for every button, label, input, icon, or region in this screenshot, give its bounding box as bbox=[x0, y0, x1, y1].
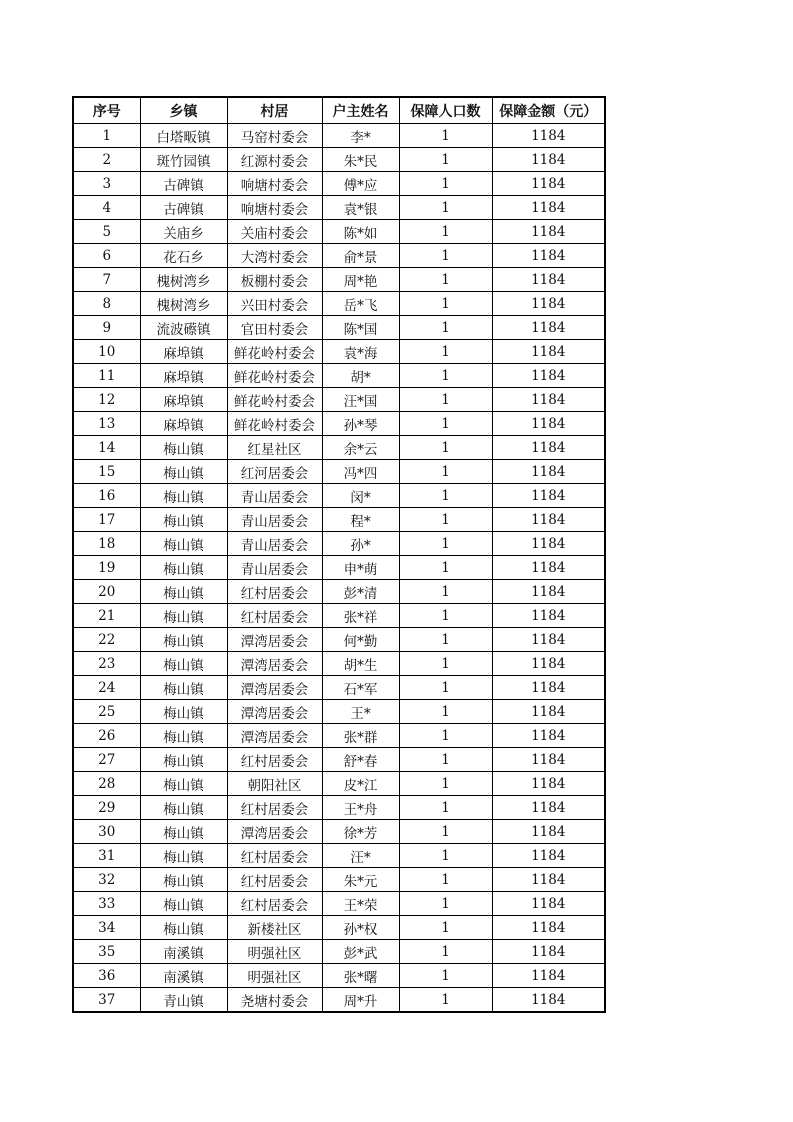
header-township: 乡镇 bbox=[140, 97, 227, 124]
table-row bbox=[73, 916, 605, 940]
population-cell: 1 bbox=[399, 652, 492, 676]
serial-cell: 26 bbox=[73, 724, 140, 748]
village-cell: 红村居委会 bbox=[227, 748, 322, 772]
table-row bbox=[73, 220, 605, 244]
amount-cell: 1184 bbox=[492, 628, 605, 652]
population-cell: 1 bbox=[399, 988, 492, 1013]
village-cell: 板棚村委会 bbox=[227, 268, 322, 292]
amount-cell: 1184 bbox=[492, 748, 605, 772]
population-cell: 1 bbox=[399, 460, 492, 484]
serial-cell: 16 bbox=[73, 484, 140, 508]
population-cell: 1 bbox=[399, 484, 492, 508]
village-cell: 红村居委会 bbox=[227, 892, 322, 916]
population-cell: 1 bbox=[399, 292, 492, 316]
table-row bbox=[73, 820, 605, 844]
village-cell: 响塘村委会 bbox=[227, 196, 322, 220]
population-cell: 1 bbox=[399, 580, 492, 604]
table-row bbox=[73, 388, 605, 412]
table-row bbox=[73, 772, 605, 796]
village-cell: 潭湾居委会 bbox=[227, 724, 322, 748]
population-cell: 1 bbox=[399, 172, 492, 196]
serial-cell: 13 bbox=[73, 412, 140, 436]
amount-cell: 1184 bbox=[492, 988, 605, 1013]
name-cell: 傅*应 bbox=[322, 172, 399, 196]
population-cell: 1 bbox=[399, 940, 492, 964]
table-row bbox=[73, 844, 605, 868]
table-row bbox=[73, 268, 605, 292]
amount-cell: 1184 bbox=[492, 796, 605, 820]
amount-cell: 1184 bbox=[492, 652, 605, 676]
table-row bbox=[73, 796, 605, 820]
amount-cell: 1184 bbox=[492, 940, 605, 964]
serial-cell: 36 bbox=[73, 964, 140, 988]
township-cell: 梅山镇 bbox=[140, 700, 227, 724]
village-cell: 鲜花岭村委会 bbox=[227, 364, 322, 388]
population-cell: 1 bbox=[399, 868, 492, 892]
village-cell: 潭湾居委会 bbox=[227, 700, 322, 724]
village-cell: 潭湾居委会 bbox=[227, 652, 322, 676]
table-row bbox=[73, 940, 605, 964]
name-cell: 冯*四 bbox=[322, 460, 399, 484]
name-cell: 彭*清 bbox=[322, 580, 399, 604]
township-cell: 花石乡 bbox=[140, 244, 227, 268]
table-row bbox=[73, 196, 605, 220]
amount-cell: 1184 bbox=[492, 340, 605, 364]
table-row bbox=[73, 436, 605, 460]
amount-cell: 1184 bbox=[492, 484, 605, 508]
township-cell: 流波礤镇 bbox=[140, 316, 227, 340]
village-cell: 红星社区 bbox=[227, 436, 322, 460]
village-cell: 官田村委会 bbox=[227, 316, 322, 340]
serial-cell: 7 bbox=[73, 268, 140, 292]
amount-cell: 1184 bbox=[492, 172, 605, 196]
amount-cell: 1184 bbox=[492, 268, 605, 292]
township-cell: 麻埠镇 bbox=[140, 388, 227, 412]
name-cell: 石*军 bbox=[322, 676, 399, 700]
serial-cell: 25 bbox=[73, 700, 140, 724]
serial-cell: 24 bbox=[73, 676, 140, 700]
village-cell: 潭湾居委会 bbox=[227, 628, 322, 652]
township-cell: 古碑镇 bbox=[140, 196, 227, 220]
township-cell: 梅山镇 bbox=[140, 484, 227, 508]
population-cell: 1 bbox=[399, 820, 492, 844]
serial-cell: 37 bbox=[73, 988, 140, 1013]
village-cell: 马窑村委会 bbox=[227, 124, 322, 148]
table-row bbox=[73, 244, 605, 268]
village-cell: 新楼社区 bbox=[227, 916, 322, 940]
name-cell: 胡*生 bbox=[322, 652, 399, 676]
serial-cell: 8 bbox=[73, 292, 140, 316]
amount-cell: 1184 bbox=[492, 388, 605, 412]
serial-cell: 19 bbox=[73, 556, 140, 580]
serial-cell: 18 bbox=[73, 532, 140, 556]
name-cell: 王*荣 bbox=[322, 892, 399, 916]
amount-cell: 1184 bbox=[492, 292, 605, 316]
population-cell: 1 bbox=[399, 892, 492, 916]
village-cell: 关庙村委会 bbox=[227, 220, 322, 244]
serial-cell: 5 bbox=[73, 220, 140, 244]
serial-cell: 12 bbox=[73, 388, 140, 412]
serial-cell: 4 bbox=[73, 196, 140, 220]
table-row bbox=[73, 484, 605, 508]
population-cell: 1 bbox=[399, 340, 492, 364]
name-cell: 孙*权 bbox=[322, 916, 399, 940]
amount-cell: 1184 bbox=[492, 508, 605, 532]
table-row bbox=[73, 364, 605, 388]
table-row bbox=[73, 892, 605, 916]
serial-cell: 3 bbox=[73, 172, 140, 196]
population-cell: 1 bbox=[399, 556, 492, 580]
serial-cell: 22 bbox=[73, 628, 140, 652]
village-cell: 红河居委会 bbox=[227, 460, 322, 484]
population-cell: 1 bbox=[399, 364, 492, 388]
table-row bbox=[73, 460, 605, 484]
name-cell: 袁*海 bbox=[322, 340, 399, 364]
relief-table bbox=[72, 96, 606, 1013]
name-cell: 余*云 bbox=[322, 436, 399, 460]
table-row bbox=[73, 292, 605, 316]
name-cell: 舒*春 bbox=[322, 748, 399, 772]
table-row bbox=[73, 748, 605, 772]
village-cell: 兴田村委会 bbox=[227, 292, 322, 316]
population-cell: 1 bbox=[399, 700, 492, 724]
name-cell: 申*萌 bbox=[322, 556, 399, 580]
township-cell: 梅山镇 bbox=[140, 436, 227, 460]
village-cell: 青山居委会 bbox=[227, 484, 322, 508]
amount-cell: 1184 bbox=[492, 364, 605, 388]
village-cell: 青山居委会 bbox=[227, 508, 322, 532]
name-cell: 张*群 bbox=[322, 724, 399, 748]
population-cell: 1 bbox=[399, 844, 492, 868]
serial-cell: 11 bbox=[73, 364, 140, 388]
township-cell: 梅山镇 bbox=[140, 556, 227, 580]
header-householder-name: 户主姓名 bbox=[322, 97, 399, 124]
table-row bbox=[73, 652, 605, 676]
township-cell: 梅山镇 bbox=[140, 868, 227, 892]
village-cell: 鲜花岭村委会 bbox=[227, 340, 322, 364]
village-cell: 鲜花岭村委会 bbox=[227, 388, 322, 412]
township-cell: 梅山镇 bbox=[140, 676, 227, 700]
population-cell: 1 bbox=[399, 964, 492, 988]
township-cell: 麻埠镇 bbox=[140, 340, 227, 364]
name-cell: 王*舟 bbox=[322, 796, 399, 820]
amount-cell: 1184 bbox=[492, 124, 605, 148]
population-cell: 1 bbox=[399, 796, 492, 820]
population-cell: 1 bbox=[399, 124, 492, 148]
amount-cell: 1184 bbox=[492, 892, 605, 916]
name-cell: 陈*如 bbox=[322, 220, 399, 244]
population-cell: 1 bbox=[399, 388, 492, 412]
village-cell: 红村居委会 bbox=[227, 580, 322, 604]
serial-cell: 32 bbox=[73, 868, 140, 892]
amount-cell: 1184 bbox=[492, 460, 605, 484]
township-cell: 斑竹园镇 bbox=[140, 148, 227, 172]
township-cell: 关庙乡 bbox=[140, 220, 227, 244]
amount-cell: 1184 bbox=[492, 220, 605, 244]
serial-cell: 31 bbox=[73, 844, 140, 868]
name-cell: 周*升 bbox=[322, 988, 399, 1013]
township-cell: 梅山镇 bbox=[140, 508, 227, 532]
township-cell: 梅山镇 bbox=[140, 652, 227, 676]
village-cell: 鲜花岭村委会 bbox=[227, 412, 322, 436]
township-cell: 梅山镇 bbox=[140, 844, 227, 868]
population-cell: 1 bbox=[399, 508, 492, 532]
township-cell: 槐树湾乡 bbox=[140, 292, 227, 316]
name-cell: 朱*元 bbox=[322, 868, 399, 892]
table-row bbox=[73, 556, 605, 580]
village-cell: 红村居委会 bbox=[227, 604, 322, 628]
name-cell: 朱*民 bbox=[322, 148, 399, 172]
township-cell: 梅山镇 bbox=[140, 580, 227, 604]
amount-cell: 1184 bbox=[492, 316, 605, 340]
serial-cell: 6 bbox=[73, 244, 140, 268]
amount-cell: 1184 bbox=[492, 436, 605, 460]
table-row bbox=[73, 148, 605, 172]
amount-cell: 1184 bbox=[492, 820, 605, 844]
name-cell: 徐*芳 bbox=[322, 820, 399, 844]
table-row bbox=[73, 964, 605, 988]
population-cell: 1 bbox=[399, 916, 492, 940]
name-cell: 俞*景 bbox=[322, 244, 399, 268]
township-cell: 古碑镇 bbox=[140, 172, 227, 196]
name-cell: 彭*武 bbox=[322, 940, 399, 964]
serial-cell: 23 bbox=[73, 652, 140, 676]
village-cell: 尧塘村委会 bbox=[227, 988, 322, 1013]
name-cell: 张*曙 bbox=[322, 964, 399, 988]
table-row bbox=[73, 316, 605, 340]
township-cell: 南溪镇 bbox=[140, 940, 227, 964]
table-row bbox=[73, 604, 605, 628]
name-cell: 程* bbox=[322, 508, 399, 532]
amount-cell: 1184 bbox=[492, 580, 605, 604]
village-cell: 响塘村委会 bbox=[227, 172, 322, 196]
serial-cell: 2 bbox=[73, 148, 140, 172]
amount-cell: 1184 bbox=[492, 412, 605, 436]
table-row bbox=[73, 700, 605, 724]
serial-cell: 14 bbox=[73, 436, 140, 460]
population-cell: 1 bbox=[399, 772, 492, 796]
population-cell: 1 bbox=[399, 148, 492, 172]
amount-cell: 1184 bbox=[492, 676, 605, 700]
serial-cell: 10 bbox=[73, 340, 140, 364]
name-cell: 岳*飞 bbox=[322, 292, 399, 316]
table-row bbox=[73, 868, 605, 892]
table-header-row bbox=[73, 97, 605, 124]
table-row bbox=[73, 124, 605, 148]
amount-cell: 1184 bbox=[492, 916, 605, 940]
village-cell: 红源村委会 bbox=[227, 148, 322, 172]
name-cell: 张*祥 bbox=[322, 604, 399, 628]
table-row bbox=[73, 724, 605, 748]
village-cell: 大湾村委会 bbox=[227, 244, 322, 268]
amount-cell: 1184 bbox=[492, 964, 605, 988]
name-cell: 皮*江 bbox=[322, 772, 399, 796]
serial-cell: 20 bbox=[73, 580, 140, 604]
township-cell: 槐树湾乡 bbox=[140, 268, 227, 292]
name-cell: 王* bbox=[322, 700, 399, 724]
village-cell: 红村居委会 bbox=[227, 844, 322, 868]
township-cell: 梅山镇 bbox=[140, 724, 227, 748]
header-serial-number: 序号 bbox=[73, 97, 140, 124]
name-cell: 胡* bbox=[322, 364, 399, 388]
population-cell: 1 bbox=[399, 436, 492, 460]
table-row bbox=[73, 988, 605, 1013]
serial-cell: 21 bbox=[73, 604, 140, 628]
population-cell: 1 bbox=[399, 316, 492, 340]
table-row bbox=[73, 676, 605, 700]
name-cell: 陈*国 bbox=[322, 316, 399, 340]
township-cell: 梅山镇 bbox=[140, 460, 227, 484]
population-cell: 1 bbox=[399, 604, 492, 628]
township-cell: 梅山镇 bbox=[140, 892, 227, 916]
amount-cell: 1184 bbox=[492, 244, 605, 268]
village-cell: 青山居委会 bbox=[227, 532, 322, 556]
village-cell: 青山居委会 bbox=[227, 556, 322, 580]
serial-cell: 9 bbox=[73, 316, 140, 340]
amount-cell: 1184 bbox=[492, 148, 605, 172]
amount-cell: 1184 bbox=[492, 700, 605, 724]
township-cell: 梅山镇 bbox=[140, 628, 227, 652]
header-amount: 保障金额（元） bbox=[492, 97, 605, 124]
table-row bbox=[73, 340, 605, 364]
name-cell: 周*艳 bbox=[322, 268, 399, 292]
township-cell: 梅山镇 bbox=[140, 772, 227, 796]
village-cell: 朝阳社区 bbox=[227, 772, 322, 796]
header-insured-population: 保障人口数 bbox=[399, 97, 492, 124]
table-body bbox=[73, 124, 605, 1013]
name-cell: 袁*银 bbox=[322, 196, 399, 220]
amount-cell: 1184 bbox=[492, 604, 605, 628]
population-cell: 1 bbox=[399, 724, 492, 748]
township-cell: 麻埠镇 bbox=[140, 364, 227, 388]
township-cell: 梅山镇 bbox=[140, 604, 227, 628]
township-cell: 梅山镇 bbox=[140, 748, 227, 772]
village-cell: 红村居委会 bbox=[227, 868, 322, 892]
header-village: 村居 bbox=[227, 97, 322, 124]
serial-cell: 30 bbox=[73, 820, 140, 844]
township-cell: 白塔畈镇 bbox=[140, 124, 227, 148]
table-row bbox=[73, 628, 605, 652]
name-cell: 闵* bbox=[322, 484, 399, 508]
population-cell: 1 bbox=[399, 244, 492, 268]
serial-cell: 27 bbox=[73, 748, 140, 772]
amount-cell: 1184 bbox=[492, 532, 605, 556]
table-row bbox=[73, 532, 605, 556]
amount-cell: 1184 bbox=[492, 868, 605, 892]
amount-cell: 1184 bbox=[492, 556, 605, 580]
village-cell: 潭湾居委会 bbox=[227, 820, 322, 844]
name-cell: 孙* bbox=[322, 532, 399, 556]
township-cell: 麻埠镇 bbox=[140, 412, 227, 436]
table-row bbox=[73, 412, 605, 436]
serial-cell: 1 bbox=[73, 124, 140, 148]
serial-cell: 35 bbox=[73, 940, 140, 964]
name-cell: 汪* bbox=[322, 844, 399, 868]
population-cell: 1 bbox=[399, 196, 492, 220]
township-cell: 梅山镇 bbox=[140, 796, 227, 820]
name-cell: 李* bbox=[322, 124, 399, 148]
table-row bbox=[73, 580, 605, 604]
name-cell: 孙*琴 bbox=[322, 412, 399, 436]
name-cell: 汪*国 bbox=[322, 388, 399, 412]
population-cell: 1 bbox=[399, 268, 492, 292]
village-cell: 潭湾居委会 bbox=[227, 676, 322, 700]
population-cell: 1 bbox=[399, 220, 492, 244]
serial-cell: 17 bbox=[73, 508, 140, 532]
amount-cell: 1184 bbox=[492, 196, 605, 220]
serial-cell: 15 bbox=[73, 460, 140, 484]
village-cell: 明强社区 bbox=[227, 964, 322, 988]
amount-cell: 1184 bbox=[492, 772, 605, 796]
township-cell: 梅山镇 bbox=[140, 820, 227, 844]
population-cell: 1 bbox=[399, 628, 492, 652]
serial-cell: 34 bbox=[73, 916, 140, 940]
population-cell: 1 bbox=[399, 748, 492, 772]
serial-cell: 29 bbox=[73, 796, 140, 820]
township-cell: 南溪镇 bbox=[140, 964, 227, 988]
amount-cell: 1184 bbox=[492, 844, 605, 868]
population-cell: 1 bbox=[399, 532, 492, 556]
township-cell: 梅山镇 bbox=[140, 916, 227, 940]
serial-cell: 33 bbox=[73, 892, 140, 916]
township-cell: 青山镇 bbox=[140, 988, 227, 1013]
population-cell: 1 bbox=[399, 676, 492, 700]
village-cell: 红村居委会 bbox=[227, 796, 322, 820]
population-cell: 1 bbox=[399, 412, 492, 436]
serial-cell: 28 bbox=[73, 772, 140, 796]
amount-cell: 1184 bbox=[492, 724, 605, 748]
table-row bbox=[73, 172, 605, 196]
name-cell: 何*勤 bbox=[322, 628, 399, 652]
village-cell: 明强社区 bbox=[227, 940, 322, 964]
table-row bbox=[73, 508, 605, 532]
township-cell: 梅山镇 bbox=[140, 532, 227, 556]
